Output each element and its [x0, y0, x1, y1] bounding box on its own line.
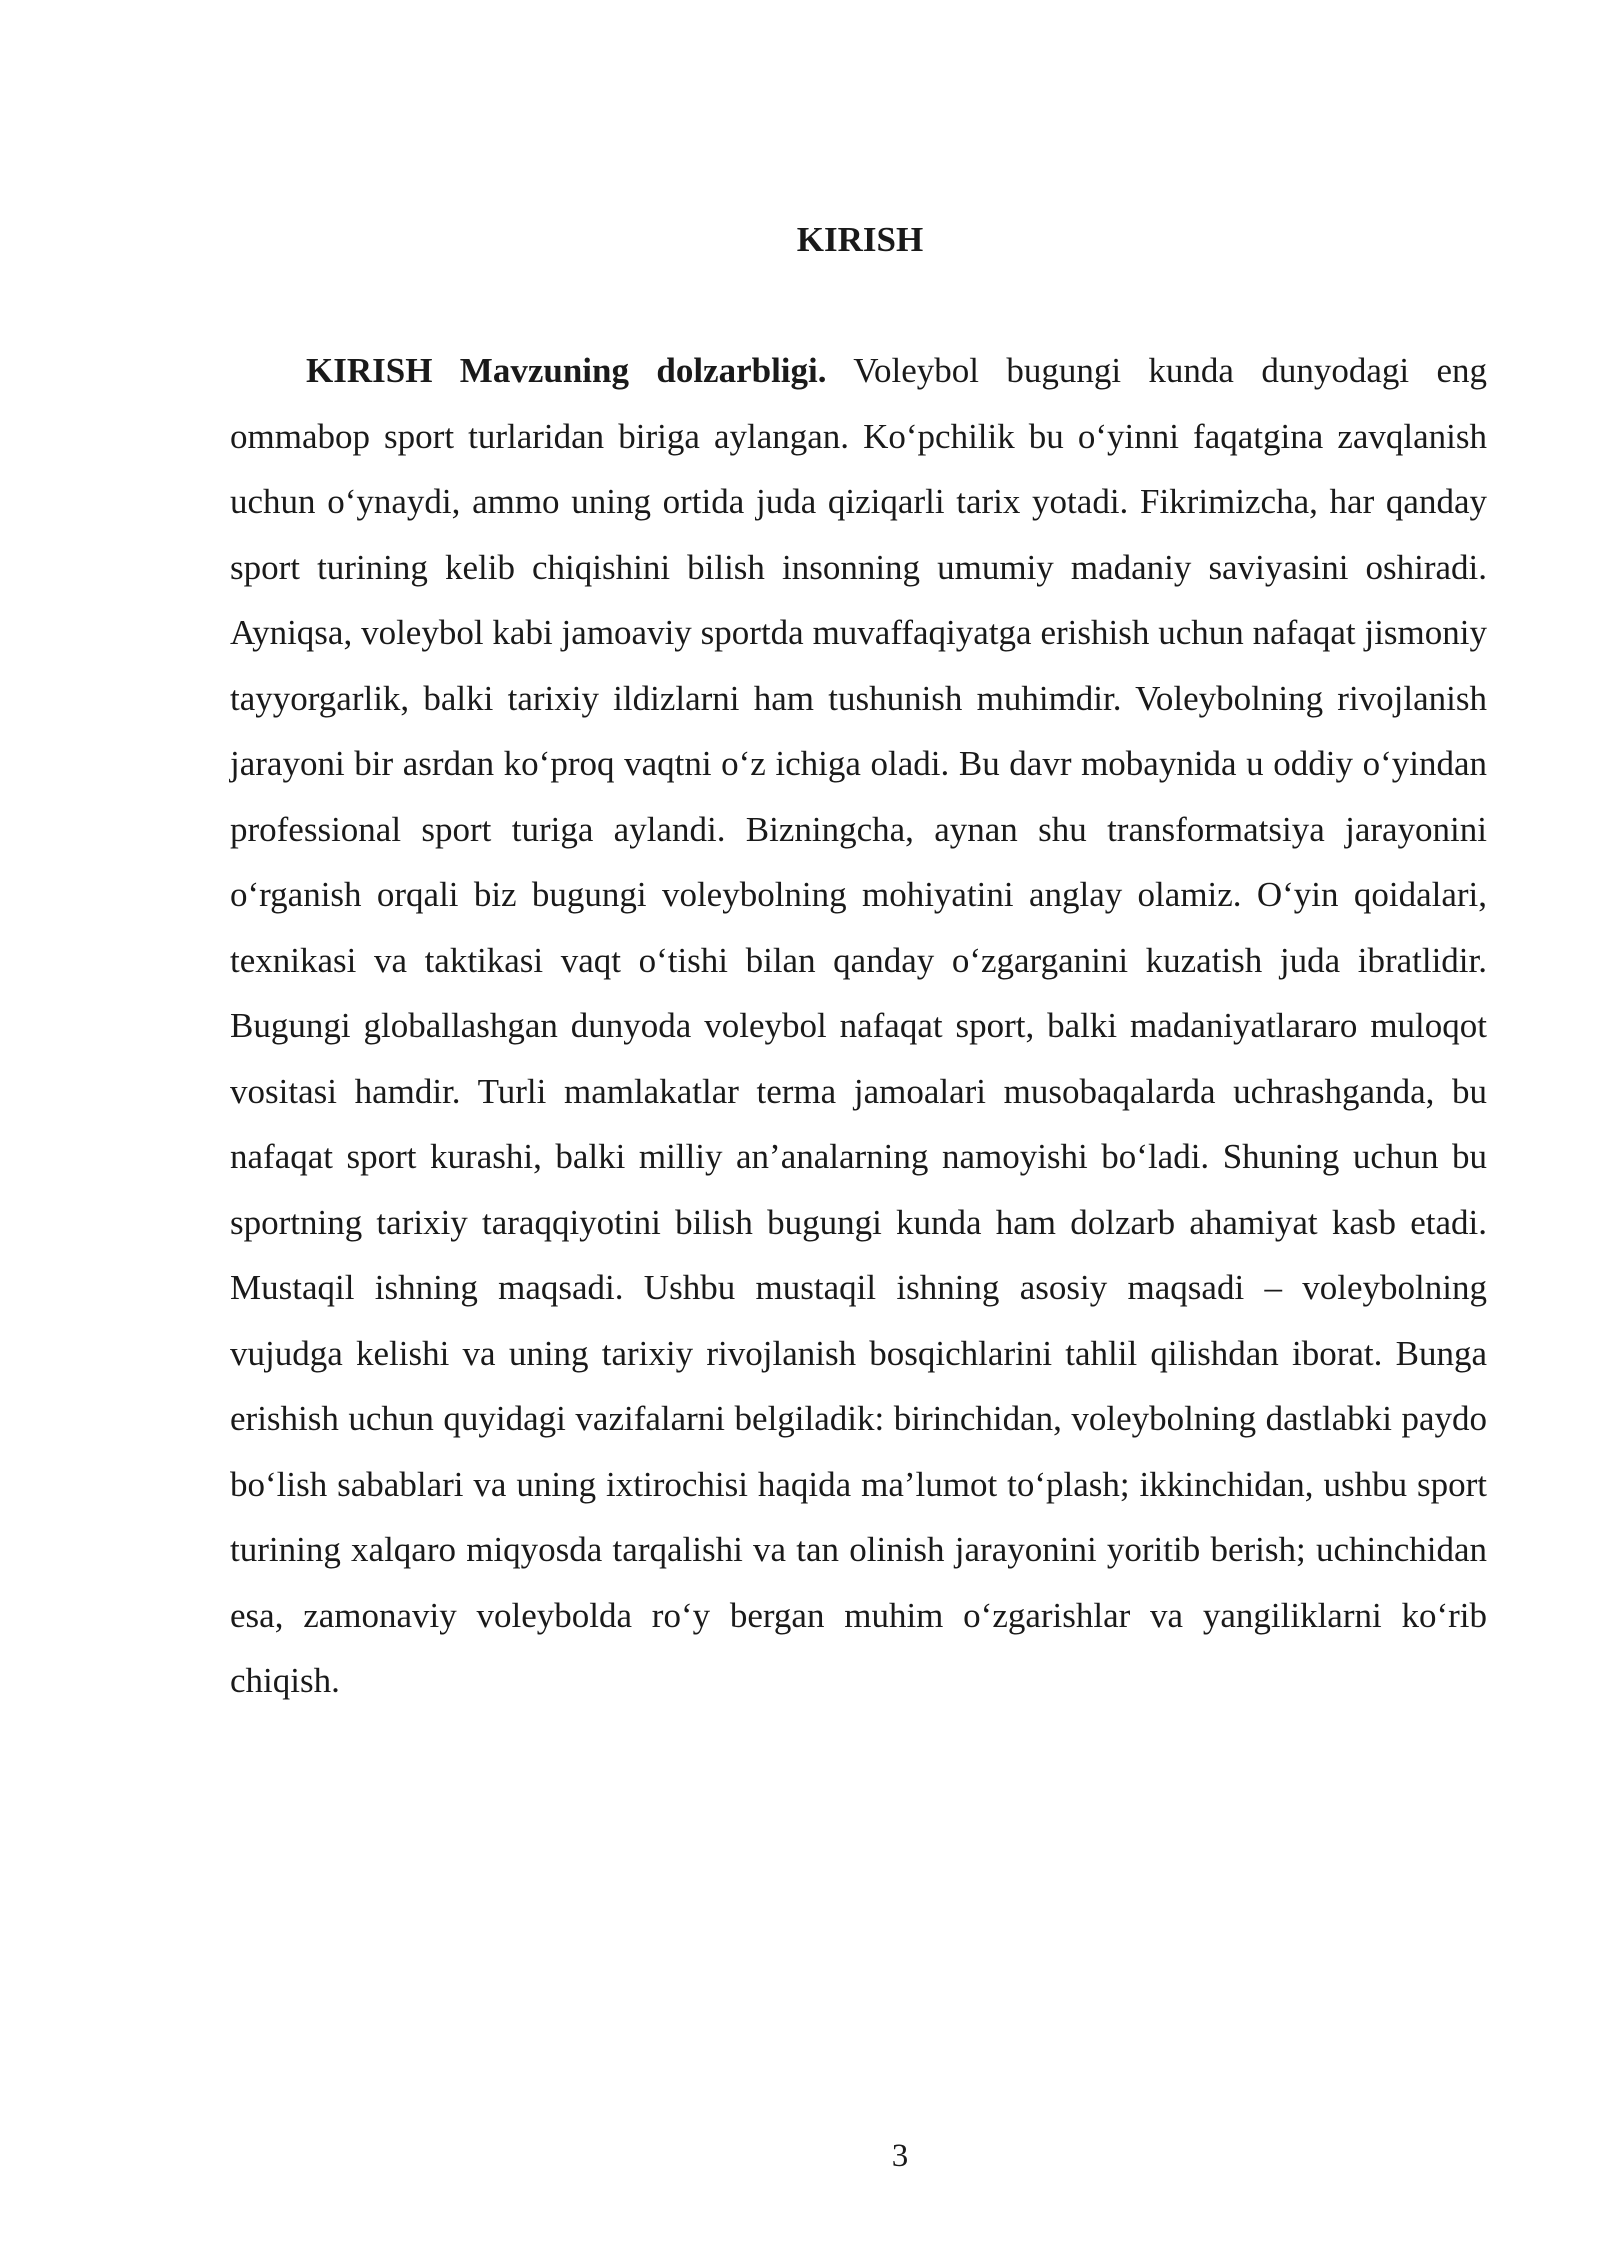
page-title: KIRISH — [796, 220, 924, 259]
body-paragraph — [230, 338, 1487, 1714]
page-number: 3 — [891, 2138, 909, 2174]
paragraph-lead: KIRISH Mavzuning dolzarbligi. — [306, 351, 827, 390]
paragraph-text: Voleybol bugungi kunda dunyodagi eng ommabop sport turlaridan biriga aylangan. Koʻpchilik bu oʻyinni faqatgina zavqlanish uchun oʻynaydi, ammo uning ortida juda qiziqarli tarix yotadi. Fikrimizcha, har qanday sport turining kelib chiqishini bilish insonning umumiy madaniy saviyasini oshiradi. Ayniqsa, voleybol kabi jamoaviy sportda muvaffaqiyatga erishish uchun nafaqat jismoniy tayyorgarlik, balki tarixiy ildizlarni ham tushunish muhimdir. Voleybolning rivojlanish jarayoni bir asrdan koʻproq vaqtni oʻz ichiga oladi. Bu davr mobaynida u oddiy oʻyindan professional sport turiga aylandi. Bizningcha, aynan shu transformatsiya jarayonini oʻrganish orqali biz bugungi voleybolning mohiyatini anglay olamiz. Oʻyin qoidalari, texnikasi va taktikasi vaqt oʻtishi bilan qanday oʻzgarganini kuzatish juda ibratlidir. Bugungi globallashgan dunyoda voleybol nafaqat sport, balki madaniyatlararo muloqot vositasi hamdir. Turli mamlakatlar terma jamoalari musobaqalarda uchrashganda, bu nafaqat sport kurashi, balki milliy an’analarning namoyishi boʻladi. Shuning uchun bu sportning tarixiy taraqqiyotini bilish bugungi kunda ham dolzarb ahamiyat kasb etadi. Mustaqil ishning maqsadi. Ushbu mustaqil ishning asosiy maqsadi – voleybolning vujudga kelishi va uning tarixiy rivojlanish bosqichlarini tahlil qilishdan iborat. Bunga erishish uchun quyidagi vazifalarni belgiladik: birinchidan, voleybolning dastlabki paydo boʻlish sabablari va uning ixtirochisi haqida ma’lumot toʻplash; ikkinchidan, ushbu sport turining xalqaro miqyosda tarqalishi va tan olinish jarayonini yoritib berish; uchinchidan esa, zamonaviy voleybolda roʻy bergan muhim oʻzgarishlar va yangiliklarni koʻrib chiqish. — [230, 351, 1487, 1700]
